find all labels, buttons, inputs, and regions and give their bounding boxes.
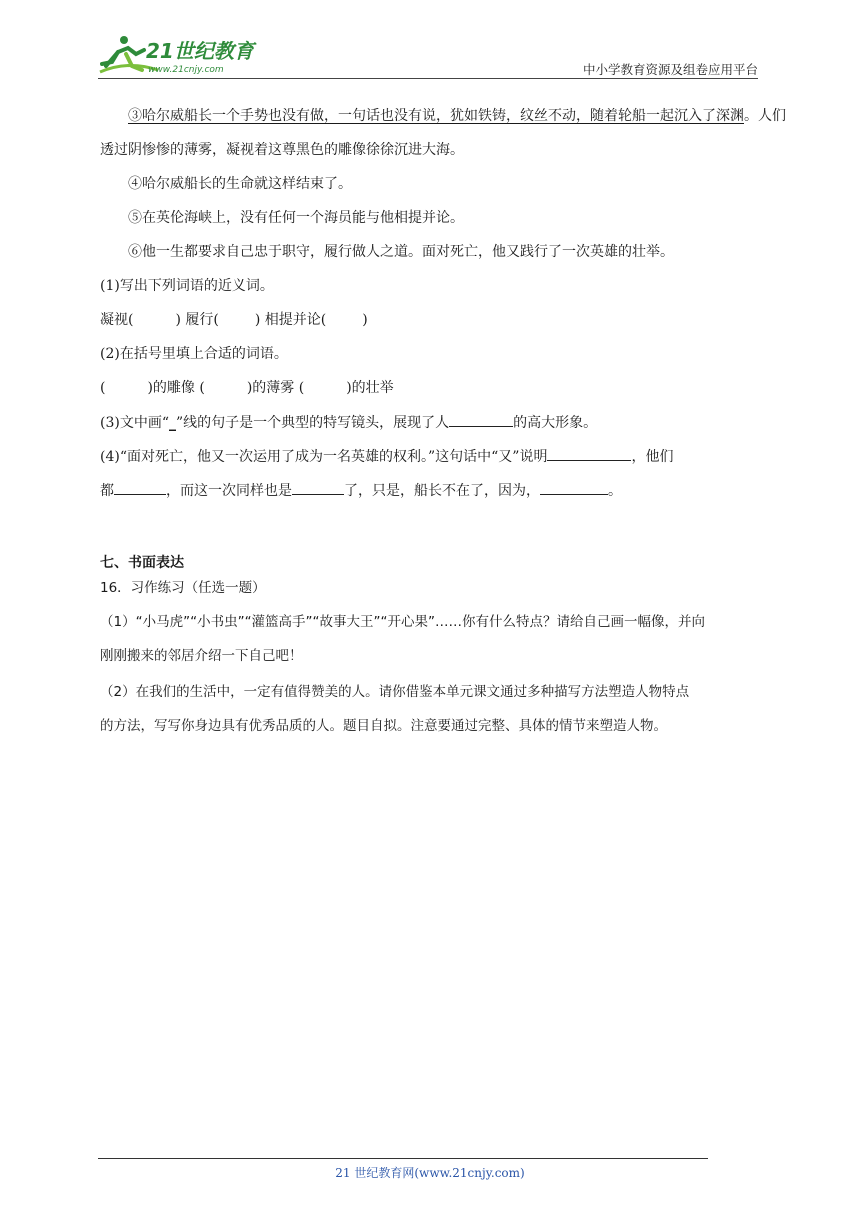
q3-text-c: 的高大形象。 <box>513 415 598 431</box>
q4-answer-blank-3[interactable] <box>292 480 344 495</box>
q4-text-c: 都 <box>100 483 114 499</box>
q1-item-3: ) 相提并论( <box>254 312 327 328</box>
paragraph-4: ④哈尔威船长的生命就这样结束了。 <box>128 176 352 192</box>
question-3 <box>100 412 597 433</box>
q1-item-4: ) <box>362 312 368 328</box>
svg-text:www.21cnjy.com: www.21cnjy.com <box>148 65 224 75</box>
header-platform-text: 中小学教育资源及组卷应用平台 <box>582 62 758 77</box>
q4-text-a: (4)“面对死亡，他又一次运用了成为一名英雄的权利。”这句话中“又”说明 <box>100 449 548 465</box>
question-4-line-2 <box>100 480 622 501</box>
q2-item-1: ( <box>100 380 106 396</box>
q4-text-d: ，而这一次同样也是 <box>166 483 292 499</box>
header-divider <box>98 78 758 79</box>
option-1-line-2: 刚刚搬来的邻居介绍一下自己吧！ <box>100 648 303 664</box>
option-2-line-1: （2）在我们的生活中，一定有值得赞美的人。请你借鉴本单元课文通过多种描写方法塑造人物特点 <box>100 684 690 700</box>
page-header <box>98 30 758 78</box>
q2-item-2: )的雕像 ( <box>147 380 205 396</box>
svg-text:21世纪教育: 21世纪教育 <box>146 39 254 63</box>
question-1-items <box>100 310 368 330</box>
q3-underline-mark: _ <box>169 415 176 431</box>
option-1-line-1: （1）“小马虎”“小书虫”“灌篮高手”“故事大王”“开心果”……你有什么特点？请给自己画一幅像，并向 <box>100 614 706 630</box>
logo-icon <box>98 30 278 78</box>
footer-divider <box>98 1158 708 1159</box>
question-4-line-1 <box>100 446 673 467</box>
paragraph-3-tail: 。人们 <box>744 108 786 124</box>
paragraph-6: ⑥他一生都要求自己忠于职守，履行做人之道。面对死亡，他又践行了一次英雄的壮举。 <box>128 244 674 260</box>
underlined-sentence: ③哈尔威船长一个手势也没有做，一句话也没有说，犹如铁铸，纹丝不动，随着轮船一起沉入了深渊 <box>128 108 744 124</box>
section-7-title: 七、书面表达 <box>100 555 184 571</box>
question-1: (1)写出下列词语的近义词。 <box>100 278 274 294</box>
q4-text-e: 了，只是，船长不在了，因为， <box>344 483 540 499</box>
paragraph-5: ⑤在英伦海峡上，没有任何一个海员能与他相提并论。 <box>128 210 464 226</box>
option-2-line-2: 的方法，写写你身边具有优秀品质的人。题目自拟。注意要通过完整、具体的情节来塑造人物。 <box>100 718 667 734</box>
footer-link[interactable]: 21 世纪教育网(www.21cnjy.com) <box>335 1166 525 1180</box>
q2-item-4: )的壮举 <box>346 380 394 396</box>
q4-text-b: ，他们 <box>631 449 674 465</box>
q2-item-3: )的薄雾 ( <box>246 380 305 396</box>
q4-answer-blank-1[interactable] <box>547 446 631 461</box>
q3-text-b: ”线的句子是一个典型的特写镜头，展现了人 <box>176 415 450 431</box>
question-2: (2)在括号里填上合适的词语。 <box>100 346 288 362</box>
q4-answer-blank-2[interactable] <box>114 480 166 495</box>
question-2-items <box>100 378 394 398</box>
q1-item-1: 凝视( <box>100 312 134 328</box>
q1-item-2: ) 履行( <box>175 312 219 328</box>
q4-answer-blank-4[interactable] <box>540 480 608 495</box>
question-16: 16．习作练习（任选一题） <box>100 580 266 596</box>
q3-answer-blank[interactable] <box>449 412 513 427</box>
q3-text-a: (3)文中画“ <box>100 415 169 431</box>
paragraph-3-line-1 <box>128 106 786 126</box>
paragraph-3-line-2: 透过阴惨惨的薄雾，凝视着这尊黑色的雕像徐徐沉进大海。 <box>100 142 464 158</box>
q4-text-f: 。 <box>608 483 622 499</box>
